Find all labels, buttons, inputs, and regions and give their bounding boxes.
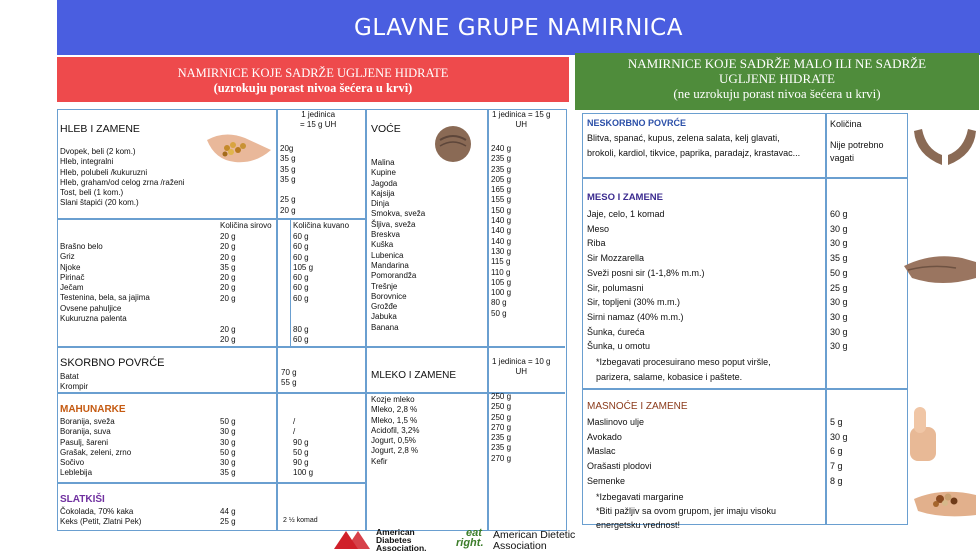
fats-note3: energetsku vrednost! bbox=[596, 520, 681, 530]
list-value: 30 g bbox=[830, 223, 848, 234]
sweets-values bbox=[220, 507, 236, 528]
list-value: 235 g bbox=[491, 164, 512, 174]
list-item: Hleb, polubeli /kukuruzni bbox=[60, 167, 148, 177]
list-value bbox=[220, 314, 236, 324]
list-item: Brašno belo bbox=[60, 242, 103, 251]
nocarb-header-line3: (ne uzrokuju porast nivoa šećera u krvi) bbox=[673, 86, 881, 101]
list-value: 150 g bbox=[491, 205, 512, 215]
list-item: Dinja bbox=[371, 199, 390, 209]
list-value: 60 g bbox=[293, 252, 309, 262]
cupped-hands-image bbox=[912, 125, 978, 169]
list-value: 50 g bbox=[830, 267, 848, 278]
list-value: 20 g bbox=[220, 334, 236, 344]
list-value: 60 g bbox=[293, 334, 309, 344]
list-value: 80 g bbox=[491, 298, 507, 308]
list-value: 100 g bbox=[491, 288, 512, 298]
carb-header bbox=[57, 57, 569, 102]
nocarb-header-line2: UGLJENE HIDRATE bbox=[719, 71, 835, 86]
sweets-extra: 2 ½ komad bbox=[283, 517, 318, 524]
veg-text2: brokoli, kardiol, tikvice, paprika, paradajz, krastavac... bbox=[587, 148, 801, 158]
list-item: Kefir bbox=[371, 456, 388, 466]
list-value: 55 g bbox=[281, 378, 297, 388]
bread-unit: 1 jedinica = 15 g UH bbox=[300, 110, 337, 130]
list-item: Slani štapići (20 kom.) bbox=[60, 198, 139, 208]
list-value: 35 g bbox=[280, 164, 296, 174]
list-value: 140 g bbox=[491, 236, 512, 246]
ada-line2: Diabetes bbox=[376, 535, 412, 545]
veg-text1: Blitva, spanać, kupus, zelena salata, kelj glavati, bbox=[587, 133, 780, 143]
list-item: Mleko, 1,5 % bbox=[371, 415, 418, 425]
list-item: Hleb, graham/od celog zrna /raženi bbox=[60, 177, 185, 187]
bread-title: HLEB I ZAMENE bbox=[60, 123, 140, 135]
veg-qty-label: Količina bbox=[830, 119, 862, 129]
list-value: 115 g bbox=[491, 257, 511, 267]
list-item: Griz bbox=[60, 252, 75, 262]
bread-items bbox=[60, 147, 185, 209]
fist-image bbox=[432, 122, 474, 164]
list-value: 30 g bbox=[830, 341, 848, 352]
fats-title: MASNOĆE I ZAMENE bbox=[587, 401, 688, 412]
carb-header-line2: (uzrokuju porast nivoa šećera u krvi) bbox=[213, 81, 413, 95]
milk-title: MLEKO I ZAMENE bbox=[371, 370, 457, 381]
right-text: right. bbox=[456, 537, 484, 549]
list-value: 250 g bbox=[491, 412, 512, 422]
fats-note2: *Biti pažljiv sa ovom grupom, jer imaju visoku bbox=[596, 506, 777, 516]
meat-values bbox=[830, 207, 848, 354]
fruit-items bbox=[371, 158, 425, 333]
list-item: Kukuruzna palenta bbox=[60, 314, 127, 324]
list-item: Sir, topljeni (30% m.m.) bbox=[587, 297, 681, 308]
list-value: 235 g bbox=[491, 433, 512, 443]
list-value: 60 g bbox=[293, 232, 309, 241]
list-value bbox=[220, 304, 236, 314]
list-value: 60 g bbox=[293, 283, 309, 293]
starchy-title: SKORBNO POVRĆE bbox=[60, 357, 165, 369]
list-value: 20 g bbox=[220, 273, 236, 283]
list-value: 35 g bbox=[220, 262, 236, 272]
grains-cooked bbox=[293, 232, 313, 345]
list-value: 7 g bbox=[830, 461, 843, 472]
list-value: 50 g bbox=[293, 447, 309, 457]
list-item: Boranija, suva bbox=[60, 427, 111, 437]
list-value: 20g bbox=[280, 144, 294, 153]
list-item: Jogurt, 2,8 % bbox=[371, 446, 419, 456]
list-item: Kupine bbox=[371, 168, 396, 178]
list-item: Maslinovo ulje bbox=[587, 417, 645, 427]
list-value: 270 g bbox=[491, 453, 512, 463]
list-item: Pirinač bbox=[60, 272, 85, 282]
list-item: Jogurt, 0,5% bbox=[371, 436, 416, 446]
hand-grains-image bbox=[205, 130, 273, 166]
list-item: Grašak, zeleni, zrno bbox=[60, 447, 132, 457]
list-value: 20 g bbox=[220, 242, 236, 252]
list-value: 60 g bbox=[830, 209, 848, 219]
list-item: Pasulj, šareni bbox=[60, 437, 109, 447]
milk-items bbox=[371, 395, 419, 467]
list-item: Maslac bbox=[587, 446, 616, 457]
list-value: 50 g bbox=[491, 308, 507, 318]
list-item: Acidofil, 3,2% bbox=[371, 425, 420, 435]
ada-logo-text bbox=[376, 528, 427, 552]
eat-text: eat bbox=[466, 527, 482, 539]
list-item: Njoke bbox=[60, 262, 81, 272]
list-value: 105 g bbox=[491, 277, 512, 287]
list-value: / bbox=[293, 427, 296, 437]
list-value: 25 g bbox=[220, 517, 236, 527]
list-value: 50 g bbox=[220, 447, 236, 457]
list-value: 20 g bbox=[220, 232, 236, 241]
list-item: Čokolada, 70% kaka bbox=[60, 507, 134, 516]
list-value: 235 g bbox=[491, 154, 512, 164]
list-item: Sirni namaz (40% m.m.) bbox=[587, 311, 684, 322]
list-item: Grožđe bbox=[371, 302, 398, 312]
list-value: 25 g bbox=[830, 282, 848, 293]
list-value: 30 g bbox=[830, 431, 848, 442]
list-value: 60 g bbox=[293, 273, 309, 283]
list-value: 60 g bbox=[293, 293, 309, 303]
list-value: 20 g bbox=[220, 252, 236, 262]
list-value: 30 g bbox=[830, 311, 848, 322]
list-value: 250 g bbox=[491, 402, 512, 412]
grains-cooked-label: Količina kuvano bbox=[293, 221, 350, 230]
eatright-logo bbox=[456, 528, 484, 548]
list-item: Jaje, celo, 1 komad bbox=[587, 209, 665, 219]
veg-title: NESKORBNO POVRĆE bbox=[587, 118, 687, 128]
list-value: 165 g bbox=[491, 185, 512, 195]
legumes-cooked bbox=[293, 417, 313, 479]
milk-unit: 1 jedinica = 10 g UH bbox=[492, 357, 551, 377]
list-item: Mleko, 2,8 % bbox=[371, 405, 418, 415]
nocarb-header bbox=[575, 53, 979, 110]
list-value: 105 g bbox=[293, 262, 314, 272]
list-item: Riba bbox=[587, 238, 606, 249]
grains-raw bbox=[220, 232, 236, 345]
list-value: 30 g bbox=[220, 458, 236, 468]
list-item: Boranija, sveža bbox=[60, 417, 115, 426]
list-item: Šljiva, sveža bbox=[371, 219, 416, 229]
list-value: 80 g bbox=[293, 324, 309, 334]
list-item: Kajsija bbox=[371, 188, 395, 198]
list-item: Avokado bbox=[587, 431, 622, 442]
list-value: 20 g bbox=[280, 205, 296, 215]
list-item: Borovnice bbox=[371, 291, 407, 301]
list-item: Sočivo bbox=[60, 458, 85, 468]
legumes-items bbox=[60, 417, 131, 479]
list-item: Trešnje bbox=[371, 281, 398, 291]
list-value: 70 g bbox=[281, 368, 297, 377]
list-item: Orašasti plodovi bbox=[587, 461, 652, 472]
list-value: 30 g bbox=[830, 238, 848, 249]
grains-raw-label: Količina sirovo bbox=[220, 221, 272, 230]
adt-line1: American Dietetic bbox=[493, 529, 576, 541]
list-item: Leblebija bbox=[60, 468, 93, 478]
fats-note1: *Izbegavati margarine bbox=[596, 492, 684, 502]
list-item: Batat bbox=[60, 372, 79, 381]
list-value: 20 g bbox=[220, 324, 236, 334]
list-value: 205 g bbox=[491, 174, 512, 184]
list-value: 35 g bbox=[220, 468, 236, 478]
list-value: 30 g bbox=[830, 297, 848, 308]
legumes-raw bbox=[220, 417, 236, 479]
fats-values bbox=[830, 415, 848, 489]
list-item: Krompir bbox=[60, 382, 89, 392]
fruit-title: VOĆE bbox=[371, 123, 401, 135]
list-value bbox=[280, 185, 296, 195]
title-bar bbox=[57, 0, 980, 55]
list-value: 60 g bbox=[293, 242, 309, 252]
list-value: 110 g bbox=[491, 267, 511, 277]
list-value: 44 g bbox=[220, 507, 236, 516]
list-value: 270 g bbox=[491, 422, 512, 432]
veg-qty-note1: Nije potrebno bbox=[830, 140, 884, 150]
adt-logo-text bbox=[493, 530, 575, 551]
list-item: Šunka, u omotu bbox=[587, 341, 651, 352]
milk-values bbox=[491, 392, 511, 464]
list-value bbox=[293, 314, 313, 324]
fats-items bbox=[587, 415, 652, 489]
page-title: GLAVNE GRUPE NAMIRNICA bbox=[354, 14, 683, 41]
list-item: Sveži posni sir (1-1,8% m.m.) bbox=[587, 267, 705, 278]
ada-line1: American bbox=[376, 527, 415, 537]
ada-line3: Association. bbox=[376, 543, 427, 553]
list-value bbox=[293, 304, 313, 314]
list-value: 6 g bbox=[830, 446, 843, 457]
open-palm-image bbox=[902, 248, 978, 288]
list-item: Hleb, integralni bbox=[60, 157, 114, 167]
meat-note1: *Izbegavati procesuirano meso poput viršle, bbox=[596, 357, 771, 367]
meat-items bbox=[587, 207, 705, 354]
list-item: Mandarina bbox=[371, 260, 409, 270]
list-value: 35 g bbox=[280, 174, 296, 184]
list-value: 90 g bbox=[293, 458, 309, 468]
list-value: 140 g bbox=[491, 226, 512, 236]
list-item: Keks (Petit, Zlatni Pek) bbox=[60, 517, 142, 527]
list-item: Dvopek, beli (2 kom.) bbox=[60, 147, 136, 156]
list-value: 50 g bbox=[220, 417, 236, 426]
list-item: Breskva bbox=[371, 230, 400, 240]
list-item: Ječam bbox=[60, 283, 84, 293]
adt-line2: Association bbox=[493, 539, 547, 552]
list-value: 5 g bbox=[830, 417, 843, 427]
list-value: 20 g bbox=[220, 283, 236, 293]
list-value: 30 g bbox=[220, 437, 236, 447]
list-item: Sir Mozzarella bbox=[587, 253, 645, 264]
list-item: Banana bbox=[371, 322, 399, 332]
list-item: Semenke bbox=[587, 475, 626, 486]
list-value: 235 g bbox=[491, 443, 512, 453]
sweets-title: SLATKIŠI bbox=[60, 494, 105, 505]
list-item: Jagoda bbox=[371, 178, 398, 188]
bread-values bbox=[280, 144, 296, 216]
list-value: 20 g bbox=[220, 293, 236, 303]
nocarb-header-line1: NAMIRNICE KOJE SADRŽE MALO ILI NE SADRŽE bbox=[627, 56, 927, 71]
list-value: 30 g bbox=[220, 427, 236, 437]
list-item: Pomorandža bbox=[371, 271, 417, 281]
fruit-values bbox=[491, 144, 511, 319]
list-item: Jabuka bbox=[371, 312, 397, 322]
list-value: 35 g bbox=[280, 154, 296, 164]
list-item: Malina bbox=[371, 158, 395, 167]
meat-title: MESO I ZAMENE bbox=[587, 192, 664, 203]
list-value: 25 g bbox=[280, 195, 296, 205]
fruit-unit: 1 jedinica = 15 g UH bbox=[492, 110, 551, 130]
list-item: Meso bbox=[587, 223, 610, 234]
list-value: 140 g bbox=[491, 216, 512, 226]
list-value: / bbox=[293, 417, 296, 426]
legumes-title: MAHUNARKE bbox=[60, 404, 126, 415]
carb-header-line1: NAMIRNICE KOJE SADRŽE UGLJENE HIDRATE bbox=[177, 66, 449, 80]
list-item: Smokva, sveža bbox=[371, 209, 426, 219]
list-value: 240 g bbox=[491, 144, 512, 153]
list-value: 35 g bbox=[830, 253, 848, 264]
list-item: Testenina, bela, sa jajima bbox=[60, 293, 150, 303]
list-value: 100 g bbox=[293, 468, 314, 478]
list-item: Tost, beli (1 kom.) bbox=[60, 188, 124, 198]
list-item: Ovsene pahuljice bbox=[60, 303, 122, 313]
list-value: 130 g bbox=[491, 246, 512, 256]
list-item: Sir, polumasni bbox=[587, 282, 644, 293]
list-value: 250 g bbox=[491, 392, 512, 401]
sweets-items bbox=[60, 507, 141, 528]
meat-note2: parizera, salame, kobasice i paštete. bbox=[596, 372, 743, 382]
hand-nuts-image bbox=[912, 485, 978, 519]
list-value: 155 g bbox=[491, 195, 512, 205]
ada-logo-icon bbox=[332, 527, 372, 551]
veg-qty-note2: vagati bbox=[830, 153, 855, 163]
list-item: Kozje mleko bbox=[371, 395, 415, 404]
thumb-image bbox=[902, 405, 942, 465]
list-value: 8 g bbox=[830, 475, 843, 486]
starchy-items bbox=[60, 372, 88, 393]
list-item: Kuška bbox=[371, 240, 394, 250]
list-item: Šunka, ćureća bbox=[587, 326, 645, 337]
starchy-values bbox=[281, 368, 297, 389]
list-item: Lubenica bbox=[371, 250, 404, 260]
list-value: 90 g bbox=[293, 437, 309, 447]
grains-items bbox=[60, 242, 150, 324]
list-value: 30 g bbox=[830, 326, 848, 337]
